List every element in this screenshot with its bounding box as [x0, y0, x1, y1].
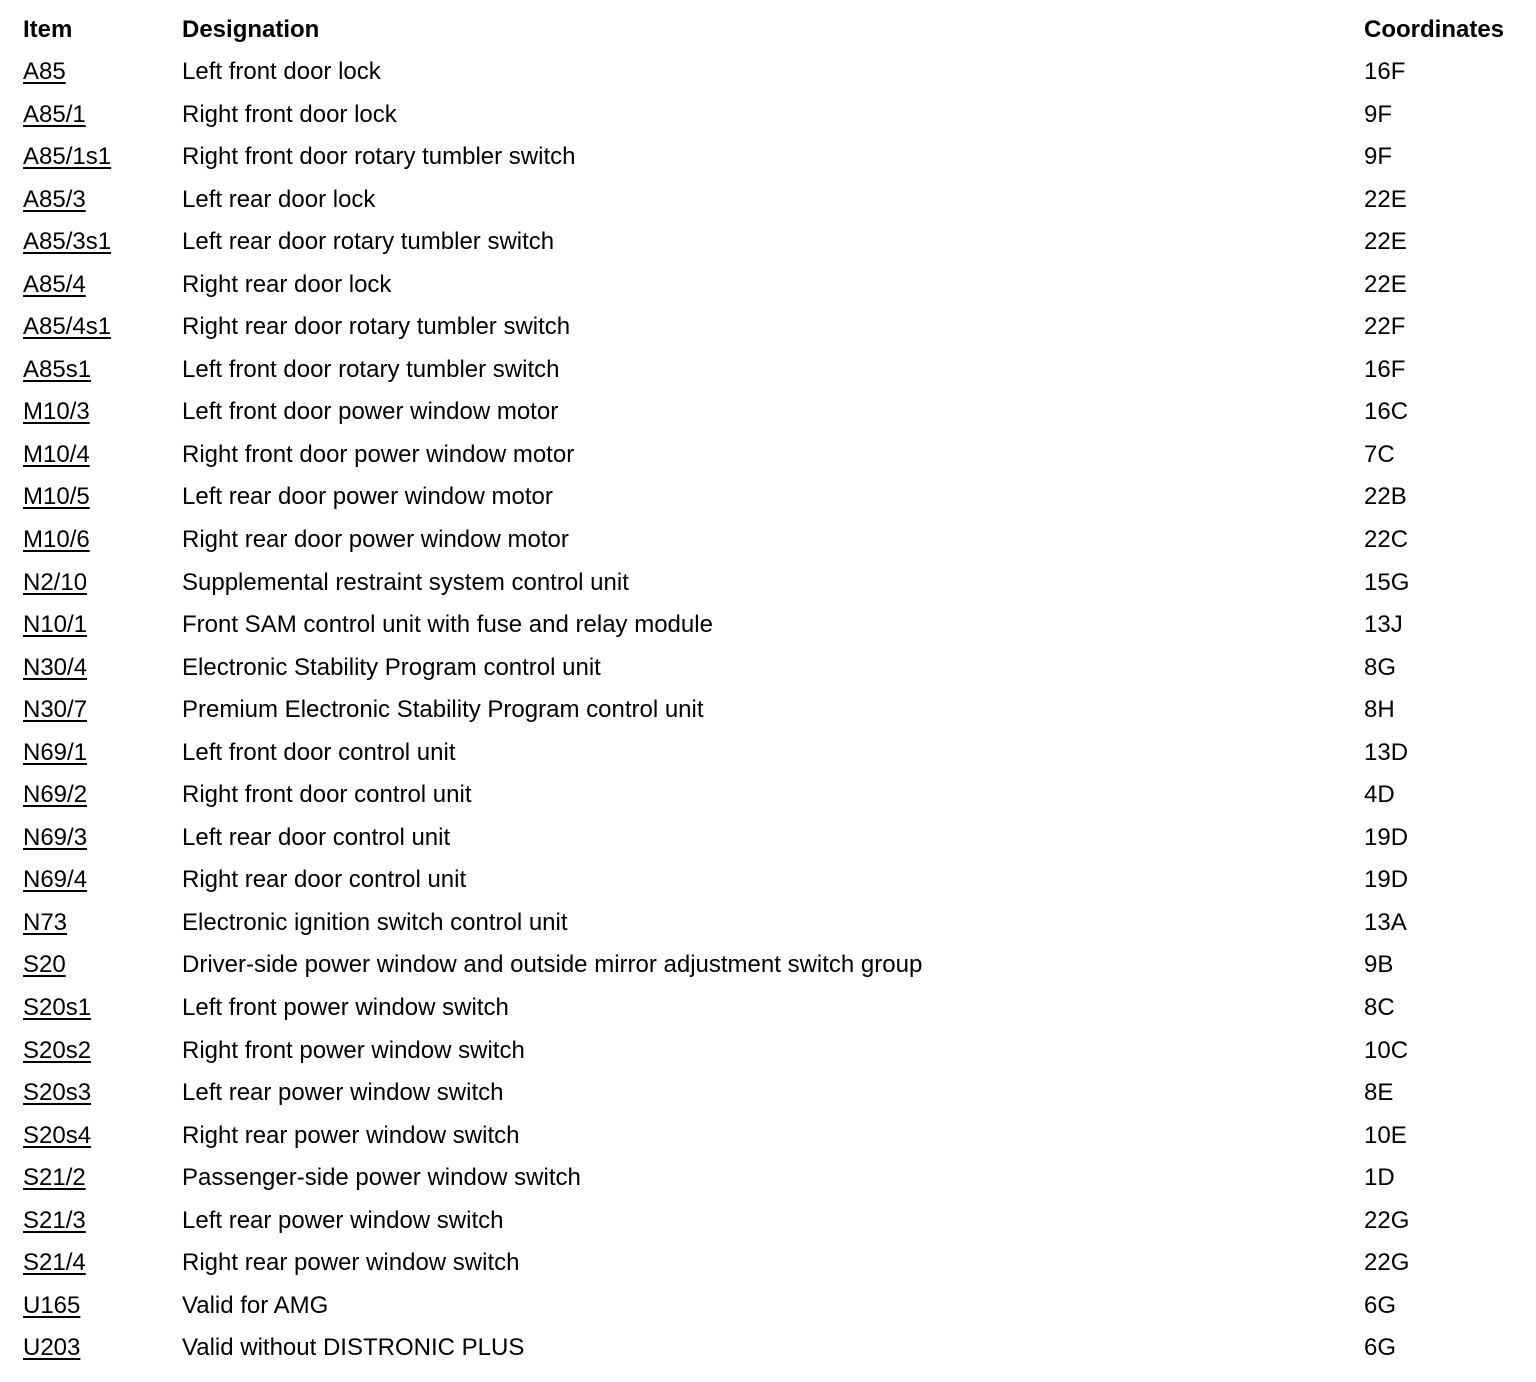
- item-link[interactable]: S21/2: [23, 1164, 86, 1192]
- table-row: [23, 1242, 1523, 1285]
- coordinates-cell: 10E: [1364, 1121, 1407, 1149]
- designation-cell: Left rear door control unit: [182, 823, 451, 851]
- coordinates-cell: 22E: [1364, 228, 1407, 256]
- item-link[interactable]: S20: [23, 951, 66, 979]
- coordinates-cell: 19D: [1364, 823, 1409, 851]
- designation-cell: Front SAM control unit with fuse and relay module: [182, 611, 713, 639]
- designation-cell: Right front power window switch: [182, 1036, 525, 1064]
- coordinates-cell: 22C: [1364, 526, 1409, 554]
- coordinates-cell: 13A: [1364, 908, 1407, 936]
- designation-cell: Right front door lock: [182, 100, 397, 128]
- item-link[interactable]: S20s3: [23, 1079, 92, 1107]
- header-item: Item: [23, 16, 73, 43]
- table-row: [23, 562, 1523, 605]
- table-row: [23, 434, 1523, 477]
- item-link[interactable]: S20s1: [23, 994, 92, 1022]
- designation-cell: Right rear door control unit: [182, 866, 467, 894]
- designation-cell: Left front door power window motor: [182, 398, 559, 426]
- table-row: [23, 604, 1523, 647]
- table-row: [23, 179, 1523, 222]
- coordinates-cell: 22F: [1364, 313, 1406, 341]
- coordinates-cell: 16F: [1364, 58, 1406, 85]
- table-row: [23, 817, 1523, 860]
- item-link[interactable]: A85/1s1: [23, 143, 112, 171]
- designation-cell: Premium Electronic Stability Program control unit: [182, 696, 704, 724]
- designation-cell: Left front door rotary tumbler switch: [182, 355, 560, 383]
- table-row: [23, 1285, 1523, 1328]
- designation-cell: Left rear power window switch: [182, 1079, 504, 1107]
- designation-cell: Valid for AMG: [182, 1291, 329, 1319]
- coordinates-cell: 22E: [1364, 185, 1407, 213]
- designation-cell: Left front power window switch: [182, 994, 509, 1022]
- table-row: [23, 774, 1523, 817]
- item-link[interactable]: S20s2: [23, 1036, 92, 1064]
- designation-cell: Right rear door power window motor: [182, 526, 569, 554]
- coordinates-cell: 8E: [1364, 1079, 1394, 1107]
- designation-cell: Left rear door rotary tumbler switch: [182, 228, 555, 256]
- designation-cell: Right front door control unit: [182, 781, 472, 809]
- item-link[interactable]: U165: [23, 1291, 81, 1319]
- coordinates-cell: 4D: [1364, 781, 1395, 809]
- table-row: [23, 944, 1523, 987]
- coordinates-cell: 13J: [1364, 611, 1403, 639]
- designation-cell: Right rear door rotary tumbler switch: [182, 313, 571, 341]
- table-row: [23, 1030, 1523, 1073]
- table-row: [23, 349, 1523, 392]
- designation-cell: Electronic ignition switch control unit: [182, 908, 568, 936]
- coordinates-cell: 6G: [1364, 1291, 1397, 1319]
- table-row: [23, 859, 1523, 902]
- table-row: [23, 902, 1523, 945]
- table-row: [23, 689, 1523, 732]
- coordinates-cell: 8H: [1364, 696, 1395, 724]
- designation-cell: Left rear power window switch: [182, 1206, 504, 1234]
- designation-cell: Left front door lock: [182, 58, 381, 85]
- item-link[interactable]: A85/3s1: [23, 228, 112, 256]
- coordinates-cell: 22G: [1364, 1249, 1410, 1277]
- item-link[interactable]: M10/6: [23, 526, 90, 554]
- coordinates-cell: 22G: [1364, 1206, 1410, 1234]
- designation-cell: Right rear power window switch: [182, 1249, 520, 1277]
- table-row: [23, 264, 1523, 307]
- designation-cell: Left rear door lock: [182, 185, 376, 213]
- designation-cell: Right rear power window switch: [182, 1121, 520, 1149]
- coordinates-cell: 6G: [1364, 1334, 1397, 1362]
- item-link[interactable]: A85/4s1: [23, 313, 112, 341]
- item-link[interactable]: N30/4: [23, 653, 88, 681]
- coordinates-cell: 9F: [1364, 100, 1393, 128]
- designation-cell: Right rear door lock: [182, 270, 392, 298]
- table-row: [23, 476, 1523, 519]
- coordinates-cell: 8G: [1364, 653, 1397, 681]
- table-row: [23, 519, 1523, 562]
- item-link[interactable]: N30/7: [23, 696, 88, 724]
- coordinates-cell: 7C: [1364, 440, 1395, 468]
- table-row: [23, 221, 1523, 264]
- table-row: [23, 647, 1523, 690]
- item-link[interactable]: A85: [23, 58, 66, 85]
- item-link[interactable]: N69/2: [23, 781, 88, 809]
- item-link[interactable]: A85/3: [23, 185, 86, 213]
- table-row: [23, 391, 1523, 434]
- item-link[interactable]: M10/4: [23, 440, 90, 468]
- table-row: [23, 1200, 1523, 1243]
- item-link[interactable]: S21/3: [23, 1206, 86, 1234]
- coordinates-cell: 19D: [1364, 866, 1409, 894]
- item-link[interactable]: M10/3: [23, 398, 90, 426]
- coordinates-cell: 16C: [1364, 398, 1409, 426]
- item-link[interactable]: A85/1: [23, 100, 86, 128]
- table-row: [23, 1327, 1523, 1370]
- designation-cell: Left front door control unit: [182, 738, 456, 766]
- table-row: [23, 1072, 1523, 1115]
- item-link[interactable]: S20s4: [23, 1121, 92, 1149]
- item-link[interactable]: M10/5: [23, 483, 90, 511]
- table-row: [23, 987, 1523, 1030]
- coordinates-cell: 1D: [1364, 1164, 1395, 1192]
- table-row: [23, 1115, 1523, 1158]
- designation-cell: Right front door rotary tumbler switch: [182, 143, 576, 171]
- table-row: [23, 1157, 1523, 1200]
- designation-cell: Electronic Stability Program control unit: [182, 653, 601, 681]
- table-row: [23, 94, 1523, 137]
- coordinates-cell: 10C: [1364, 1036, 1409, 1064]
- item-link[interactable]: S21/4: [23, 1249, 86, 1277]
- item-link[interactable]: U203: [23, 1334, 81, 1362]
- item-link[interactable]: N69/1: [23, 738, 88, 766]
- item-link[interactable]: N2/10: [23, 568, 88, 596]
- coordinates-cell: 8C: [1364, 994, 1395, 1022]
- coordinates-cell: 16F: [1364, 355, 1406, 383]
- item-link[interactable]: N69/3: [23, 823, 88, 851]
- table-row: [23, 732, 1523, 775]
- coordinates-cell: 9B: [1364, 951, 1394, 979]
- coordinates-cell: 9F: [1364, 143, 1393, 171]
- designation-cell: Passenger-side power window switch: [182, 1164, 581, 1192]
- item-link[interactable]: N73: [23, 908, 68, 936]
- designation-cell: Driver-side power window and outside mirror adjustment switch group: [182, 951, 923, 979]
- designation-cell: Right front door power window motor: [182, 440, 575, 468]
- table-row: [23, 51, 1523, 94]
- coordinates-cell: 15G: [1364, 568, 1410, 596]
- item-link[interactable]: N69/4: [23, 866, 88, 894]
- item-link[interactable]: A85/4: [23, 270, 86, 298]
- header-designation: Designation: [182, 16, 320, 43]
- table-header: [23, 9, 1523, 51]
- table-row: [23, 306, 1523, 349]
- component-legend-table: [23, 9, 1523, 1370]
- item-link[interactable]: A85s1: [23, 355, 92, 383]
- item-link[interactable]: N10/1: [23, 611, 88, 639]
- coordinates-cell: 13D: [1364, 738, 1409, 766]
- designation-cell: Left rear door power window motor: [182, 483, 553, 511]
- table-body: [23, 51, 1523, 1370]
- table-row: [23, 136, 1523, 179]
- designation-cell: Supplemental restraint system control unit: [182, 568, 629, 596]
- header-coordinates: Coordinates: [1364, 16, 1505, 43]
- coordinates-cell: 22E: [1364, 270, 1407, 298]
- coordinates-cell: 22B: [1364, 483, 1407, 511]
- designation-cell: Valid without DISTRONIC PLUS: [182, 1334, 525, 1362]
